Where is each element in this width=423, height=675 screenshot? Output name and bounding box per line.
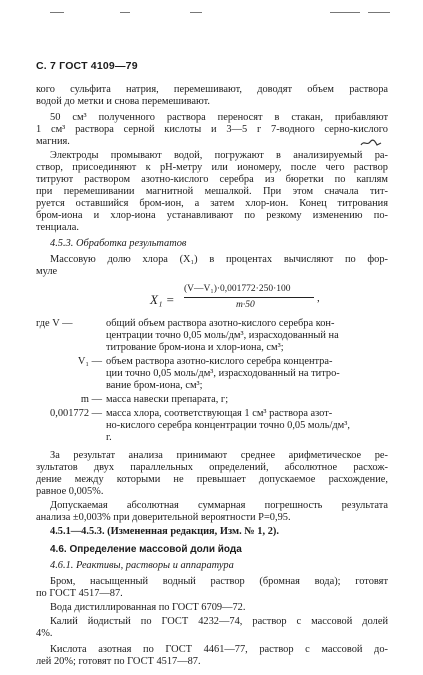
text-line: лей 20%; готовят по ГОСТ 4517—87.	[36, 656, 201, 667]
text-line: по ГОСТ 4517—87.	[36, 588, 123, 599]
text-line: 1 см³ раствора серной кислоты и 3—5 г 7-водного серно-кислого	[36, 124, 388, 135]
text-line: 50 см³ полученного раствора переносят в стакан, прибавляют	[50, 112, 388, 123]
def-symbol-v1: V₁ —	[77, 356, 102, 367]
def-line: ции точно 0,05 моль/дм³, израсходованный на титро-	[106, 368, 340, 379]
text-line: За результат анализа принимают среднее арифметическое ре-	[50, 450, 388, 461]
text-line: руется оставшийся бром-ион, а затем хлор-ион. Конец титрования	[36, 198, 388, 209]
def-line: масса навески препарата, г;	[106, 394, 229, 405]
edition-note: 4.5.1—4.5.3. (Измененная редакция, Изм. № 1, 2).	[50, 526, 279, 537]
text-line: титруют раствором азотно-кислого серебра из бюретки по каплям	[36, 174, 388, 185]
text-line: анализа ±0,003% при доверительной вероятности P=0,95.	[36, 512, 291, 523]
text-line: Допускаемая абсолютная суммарная погрешность результата	[50, 500, 388, 511]
page-header: С. 7 ГОСТ 4109—79	[36, 60, 138, 72]
text-line: кого сульфита натрия, перемешивают, доводят объем раствора	[36, 84, 388, 95]
text-line: 4%.	[36, 628, 53, 639]
def-line: г.	[106, 432, 112, 443]
def-symbol-coef: 0,001772 —	[50, 408, 102, 419]
text-line: Массовую долю хлора (X₁) в процентах вычисляют по фор-	[50, 254, 388, 265]
def-line: центрации точно 0,05 моль/дм³, израсходованный на	[106, 330, 339, 341]
text-line: Калий йодистый по ГОСТ 4232—74, раствор с массовой долей	[50, 616, 388, 627]
text-line: тенциала.	[36, 222, 79, 233]
text-line: зультатов двух параллельных определений, абсолютное расхож-	[36, 462, 388, 473]
text-line: водой до метки и снова перемешивают.	[36, 96, 210, 107]
text-line: муле	[36, 266, 58, 277]
scan-top-marks	[0, 8, 423, 18]
text-line: Электроды промывают водой, погружают в анализируемый ра-	[50, 150, 388, 161]
def-line: масса хлора, соответствующая 1 см³ раствора азот-	[106, 408, 333, 419]
formula-lhs: X₁ =	[150, 292, 175, 307]
text-line: при перемешивании магнитной мешалкой. При этом сначала тит-	[36, 186, 388, 197]
text-line: бром-иона и хлор-иона устанавливают по резкому изменению по-	[36, 210, 388, 221]
chlorine-formula	[150, 283, 330, 323]
section-title-4-6: 4.6. Определение массовой доли йода	[50, 544, 242, 555]
handwritten-mark	[360, 139, 382, 147]
text-line: Вода дистиллированная по ГОСТ 6709—72.	[50, 602, 246, 613]
def-line: титрование бром-иона и хлор-иона, см³;	[106, 342, 284, 353]
def-line: но-кислого серебра концентрации точно 0,05 моль/дм³,	[106, 420, 350, 431]
text-line: створ, присоединяют к рН-метру или иономеру, после чего раствор	[36, 162, 388, 173]
formula-numerator: (V—V₁)·0,001772·250·100	[184, 284, 291, 294]
section-title-4-5-3: 4.5.3. Обработка результатов	[50, 238, 187, 249]
text-line: дение между которыми не превышает допускаемое расхождение,	[36, 474, 388, 485]
def-line: общий объем раствора азотно-кислого серебра кон-	[106, 318, 335, 329]
text-line: магния.	[36, 136, 70, 147]
formula-denominator: m·50	[236, 300, 255, 310]
def-symbol-v: где V —	[36, 318, 73, 329]
formula-tail: ,	[317, 292, 320, 304]
def-line: объем раствора азотно-кислого серебра концентра-	[106, 356, 333, 367]
def-symbol-m: m —	[80, 394, 102, 405]
text-line: Кислота азотная по ГОСТ 4461—77, раствор с массовой до-	[50, 644, 388, 655]
text-line: Бром, насыщенный водный раствор (бромная вода); готовят	[50, 576, 388, 587]
text-line: равное 0,005%.	[36, 486, 104, 497]
section-title-4-6-1: 4.6.1. Реактивы, растворы и аппаратура	[50, 560, 234, 571]
fraction-bar	[184, 297, 314, 298]
def-line: вание бром-иона, см³;	[106, 380, 203, 391]
